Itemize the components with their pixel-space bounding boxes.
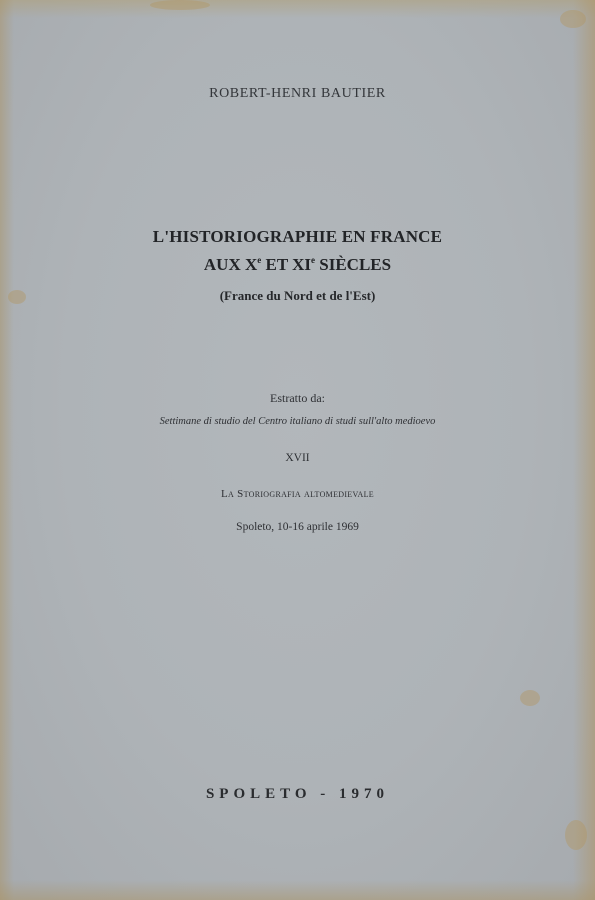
superscript: e	[257, 255, 262, 265]
volume-title: La Storiografia altomedievale	[221, 488, 374, 500]
aged-edge-top	[0, 0, 595, 18]
title-line-2-part: SIÈCLES	[315, 255, 392, 274]
stain-spot	[150, 0, 210, 10]
aged-edge-left	[0, 0, 14, 900]
imprint: SPOLETO - 1970	[205, 786, 390, 802]
series-title: Settimane di studio del Centro italiano di studi sull'alto medioevo	[159, 416, 436, 427]
subtitle: (France du Nord et de l'Est)	[219, 288, 376, 303]
title-line-1: L'HISTORIOGRAPHIE EN FRANCE	[152, 227, 443, 246]
superscript: e	[311, 255, 316, 265]
stain-spot	[560, 10, 586, 28]
stain-spot	[520, 690, 540, 706]
conference-date: Spoleto, 10-16 aprile 1969	[236, 521, 359, 533]
title-line-2-part: ET XI	[261, 255, 312, 274]
author-name: ROBERT-HENRI BAUTIER	[209, 86, 386, 101]
stain-spot	[565, 820, 587, 850]
title-line-2-part: AUX X	[203, 255, 258, 274]
volume-number: XVII	[285, 452, 310, 464]
aged-edge-bottom	[0, 880, 595, 900]
aged-edge-right	[573, 0, 595, 900]
title-line-2	[0, 255, 595, 275]
extract-label: Estratto da:	[270, 391, 325, 405]
